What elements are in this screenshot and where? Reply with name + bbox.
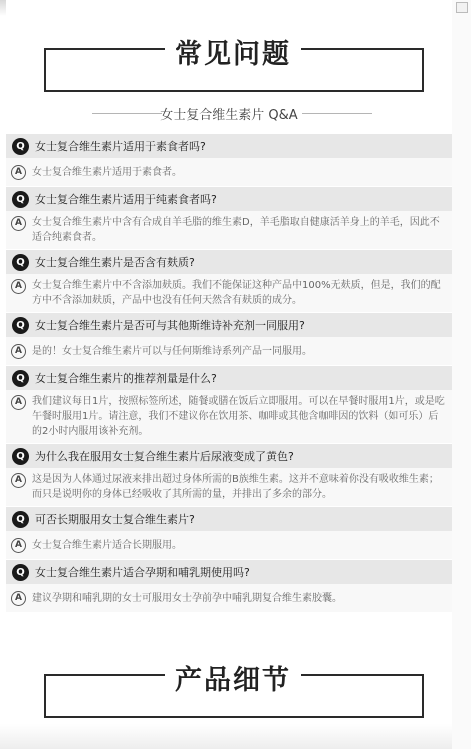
faq-question-6	[6, 444, 452, 468]
answer-text: 女士复合维生素片适合长期服用。	[32, 539, 182, 551]
a-icon: A	[11, 473, 26, 488]
q-icon: Q	[12, 254, 29, 271]
a-icon: A	[11, 216, 26, 231]
answer-text: 是的！女士复合维生素片可以与任何斯维诗系列产品一同服用。	[32, 345, 312, 357]
answer-text: 女士复合维生素片中不含添加麸质。我们不能保证这种产品中100%无麸质，但是，我们的配方中不含添加麸质，产品中也没有任何天然含有麸质的成分。	[32, 280, 441, 306]
bottom-fade	[0, 724, 471, 749]
question-text: 女士复合维生素片适用于素食者吗?	[35, 140, 206, 153]
faq-question-1	[6, 134, 452, 158]
faq-question-7	[6, 507, 452, 531]
faq-answer-7	[6, 531, 452, 559]
faq-answer-4	[6, 337, 452, 365]
answer-text: 女士复合维生素片中含有合成自羊毛脂的维生素D，羊毛脂取自健康活羊身上的羊毛，因此不适合纯素食者。	[32, 217, 440, 243]
question-text: 女士复合维生素片是否含有麸质?	[35, 256, 195, 269]
faq-question-4	[6, 313, 452, 337]
corner-icon	[456, 2, 468, 13]
product-details-header	[44, 660, 422, 718]
faq-list	[6, 134, 452, 612]
faq-question-8	[6, 560, 452, 584]
faq-answer-5	[6, 390, 452, 443]
faq-answer-3	[6, 274, 452, 312]
a-icon: A	[11, 279, 26, 294]
product-details-title: 产品细节	[165, 658, 301, 697]
question-text: 女士复合维生素片的推荐剂量是什么?	[35, 372, 217, 385]
faq-section-header	[44, 34, 422, 92]
a-icon: A	[11, 591, 26, 606]
question-text: 女士复合维生素片适用于纯素食者吗?	[35, 193, 217, 206]
faq-answer-2	[6, 211, 452, 249]
q-icon: Q	[12, 511, 29, 528]
subtitle-line-right	[302, 113, 372, 114]
question-text: 为什么我在服用女士复合维生素片后尿液变成了黄色?	[35, 450, 294, 463]
a-icon: A	[11, 395, 26, 410]
question-text: 可否长期服用女士复合维生素片?	[35, 513, 195, 526]
q-icon: Q	[12, 370, 29, 387]
q-icon: Q	[12, 564, 29, 581]
answer-text: 这是因为人体通过尿液来排出超过身体所需的B族维生素。这并不意味着你没有吸收维生素；而只是说明你的身体已经吸收了其所需的量，并排出了多余的部分。	[32, 474, 439, 500]
question-text: 女士复合维生素片适合孕期和哺乳期使用吗?	[35, 566, 250, 579]
answer-text: 我们建议每日1片，按照标签所述，随餐或膳在饭后立即服用。可以在早餐时服用1片，或是吃午餐时服用1片。请注意，我们不建议你在饮用茶、咖啡或其他含咖啡因的饮料（如可乐）后的2小时内服用该补充剂。	[32, 396, 445, 437]
right-margin	[452, 0, 471, 749]
a-icon: A	[11, 344, 26, 359]
answer-text: 建议孕期和哺乳期的女士可服用女士孕前孕中哺乳期复合维生素胶囊。	[32, 592, 342, 604]
faq-section-title: 常见问题	[165, 32, 301, 71]
faq-answer-6	[6, 468, 452, 506]
faq-answer-8	[6, 584, 452, 612]
faq-question-2	[6, 187, 452, 211]
a-icon: A	[11, 165, 26, 180]
question-text: 女士复合维生素片是否可与其他斯维诗补充剂一同服用?	[35, 319, 305, 332]
a-icon: A	[11, 538, 26, 553]
faq-question-3	[6, 250, 452, 274]
faq-question-5	[6, 366, 452, 390]
q-icon: Q	[12, 448, 29, 465]
q-icon: Q	[12, 191, 29, 208]
subtitle-text: 女士复合维生素片 Q&A	[160, 108, 298, 123]
qa-subtitle	[6, 104, 452, 124]
q-icon: Q	[12, 317, 29, 334]
faq-answer-1	[6, 158, 452, 186]
q-icon: Q	[12, 138, 29, 155]
answer-text: 女士复合维生素片适用于素食者。	[32, 166, 182, 178]
